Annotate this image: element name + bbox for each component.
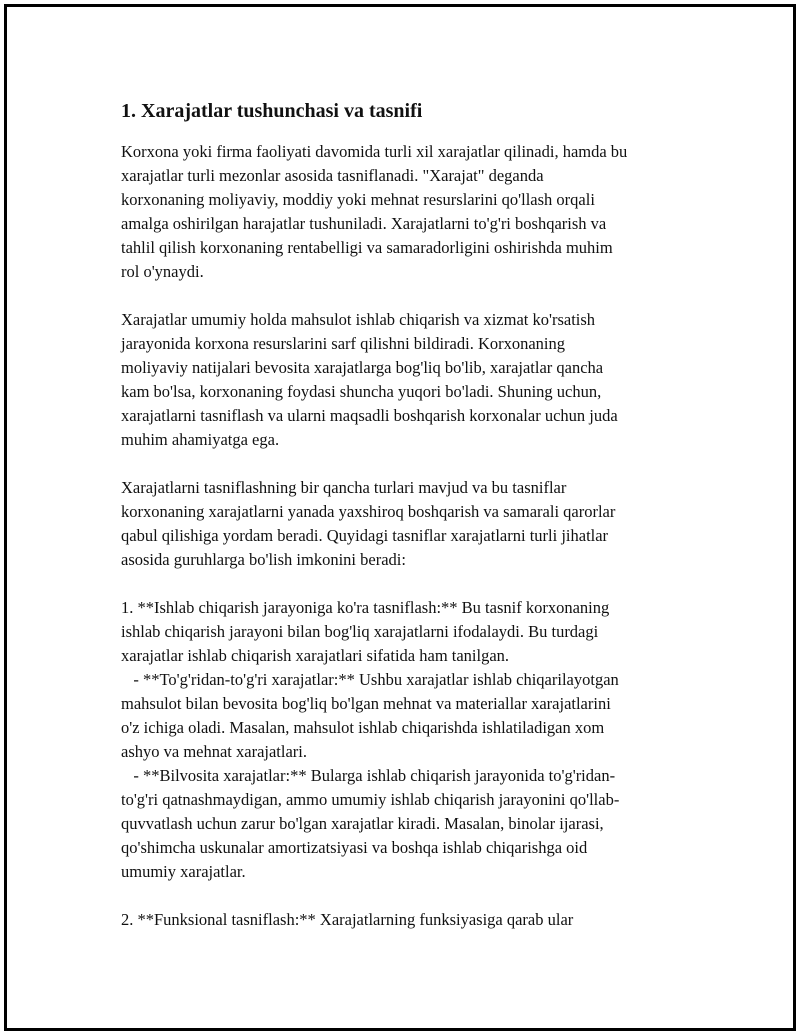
page-frame <box>4 4 796 1031</box>
paragraph-general: Xarajatlar umumiy holda mahsulot ishlab chiqarish va xizmat ko'rsatish jarayonida korxona resurslarini sarf qilishni bildiradi. Korxonaning moliyaviy natijalari bevosita xarajatlarga bog'liq bo'lib, xarajatlar qancha kam bo'lsa, korxonaning foydasi shuncha yuqori bo'ladi. Shuning uchun, xarajatlarni tasniflash va ularni maqsadli boshqarish korxonalar uchun juda muhim ahamiyatga ega. <box>121 310 618 449</box>
paragraph-classification-types: Xarajatlarni tasniflashning bir qancha turlari mavjud va bu tasniflar korxonaning xarajatlarni yanada yaxshiroq boshqarish va samarali qarorlar qabul qilishiga yordam beradi. Quyidagi tasniflar xarajatlarni turli jihatlar asosida guruhlarga bo'lish imkonini beradi: <box>121 478 616 569</box>
document-title: 1. Xarajatlar tushunchasi va tasnifi <box>121 100 423 122</box>
paragraph-intro: Korxona yoki firma faoliyati davomida turli xil xarajatlar qilinadi, hamda bu xarajatlar turli mezonlar asosida tasniflanadi. "Xarajat" deganda korxonaning moliyaviy, moddiy yoki mehnat resurslarini qo'llash orqali amalga oshirilgan harajatlar tushuniladi. Xarajatlarni to'g'ri boshqarish va tahlil qilish korxonaning rentabelligi va samaradorligini oshirishda muhim rol o'ynaydi. <box>121 142 628 281</box>
paragraph-functional-classification: 2. **Funksional tasniflash:** Xarajatlarning funksiyasiga qarab ular <box>121 910 574 929</box>
document-body <box>121 97 693 932</box>
paragraph-production-classification: 1. **Ishlab chiqarish jarayoniga ko'ra tasniflash:** Bu tasnif korxonaning ishlab chiqarish jarayoni bilan bog'liq xarajatlarni ifodalaydi. Bu turdagi xarajatlar ishlab chiqarish xarajatlari sifatida ham tanilgan. - **To'g'ridan-to'g'ri xarajatlar:** Ushbu xarajatlar ishlab chiqarilayotgan mahsulot bilan bevosita bog'liq bo'lgan mehnat va materiallar xarajatlarini o'z ichiga oladi. Masalan, mahsulot ishlab chiqarishda ishlatiladigan xom ashyo va mehnat xarajatlari. - **Bilvosita xarajatlar:** Bularga ishlab chiqarish jarayonida to'g'ridan- to'g'ri qatnashmaydigan, ammo umumiy ishlab chiqarish jarayonini qo'llab- quvvatlash uchun zarur bo'lgan xarajatlar kiradi. Masalan, binolar ijarasi, qo'shimcha uskunalar amortizatsiyasi va boshqa ishlab chiqarishga oid umumiy xarajatlar. <box>121 598 620 881</box>
